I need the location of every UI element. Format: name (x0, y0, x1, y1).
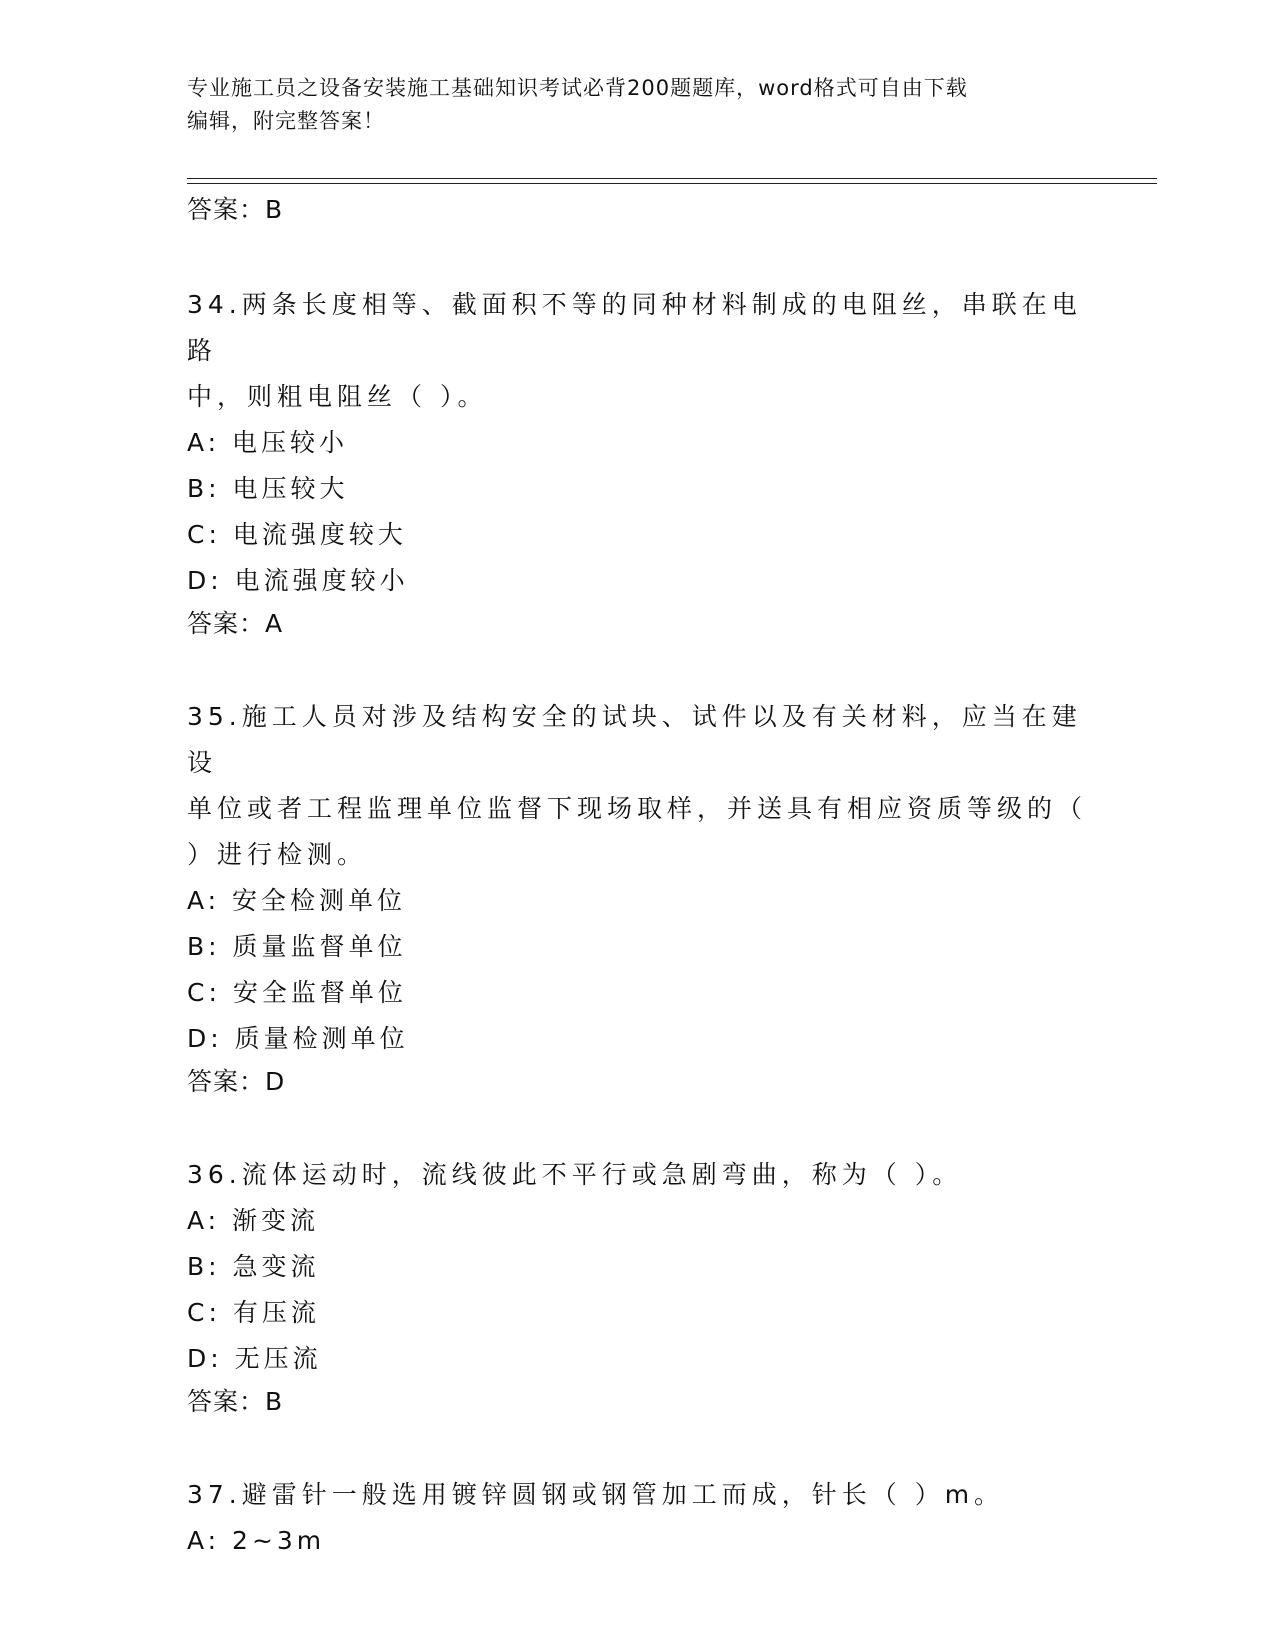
option-a: A: 电压较小 (187, 428, 349, 457)
question-34 (187, 282, 1087, 644)
header-line-1: 专业施工员之设备安装施工基础知识考试必背200题题库，word格式可自由下载 (187, 76, 968, 100)
question-37-text (187, 1472, 1087, 1518)
option-b: B: 急变流 (187, 1252, 320, 1281)
option-c: C: 有压流 (187, 1298, 320, 1327)
header-rule-top (187, 178, 1157, 179)
question-text-line: ）进行检测。 (187, 840, 368, 869)
question-text-line: 34.两条长度相等、截面积不等的同种材料制成的电阻丝，串联在电路 (187, 290, 1082, 365)
document-header (187, 72, 1087, 138)
question-text-line: 单位或者工程监理单位监督下现场取样，并送具有相应资质等级的（ (187, 794, 1088, 823)
option-c: C: 电流强度较大 (187, 520, 407, 549)
answer: 答案：D (187, 1067, 286, 1096)
previous-answer: 答案：B (187, 195, 284, 224)
option-a: A: 渐变流 (187, 1206, 320, 1235)
question-34-text (187, 282, 1087, 420)
header-rule-bottom (187, 183, 1157, 184)
question-37 (187, 1472, 1087, 1564)
question-36-text (187, 1152, 1087, 1198)
question-36 (187, 1152, 1087, 1422)
question-35 (187, 694, 1087, 1102)
option-d: D: 无压流 (187, 1344, 322, 1373)
option-a: A: 2~3m (187, 1526, 326, 1555)
question-text-line: 36.流体运动时，流线彼此不平行或急剧弯曲，称为（ ）。 (187, 1160, 963, 1189)
option-b: B: 质量监督单位 (187, 932, 407, 961)
question-text-line: 中，则粗电阻丝（ ）。 (187, 382, 488, 411)
option-b: B: 电压较大 (187, 474, 349, 503)
question-35-text (187, 694, 1087, 878)
answer: 答案：A (187, 609, 284, 638)
question-list (187, 190, 1087, 1564)
header-line-2: 编辑，附完整答案！ (187, 109, 385, 133)
answer: 答案：B (187, 1387, 284, 1416)
option-c: C: 安全监督单位 (187, 978, 407, 1007)
option-d: D: 电流强度较小 (187, 566, 409, 595)
option-d: D: 质量检测单位 (187, 1024, 409, 1053)
option-a: A: 安全检测单位 (187, 886, 407, 915)
question-text-line: 35.施工人员对涉及结构安全的试块、试件以及有关材料，应当在建设 (187, 702, 1082, 777)
question-text-line: 37.避雷针一般选用镀锌圆钢或钢管加工而成，针长（ ）m。 (187, 1480, 1005, 1509)
